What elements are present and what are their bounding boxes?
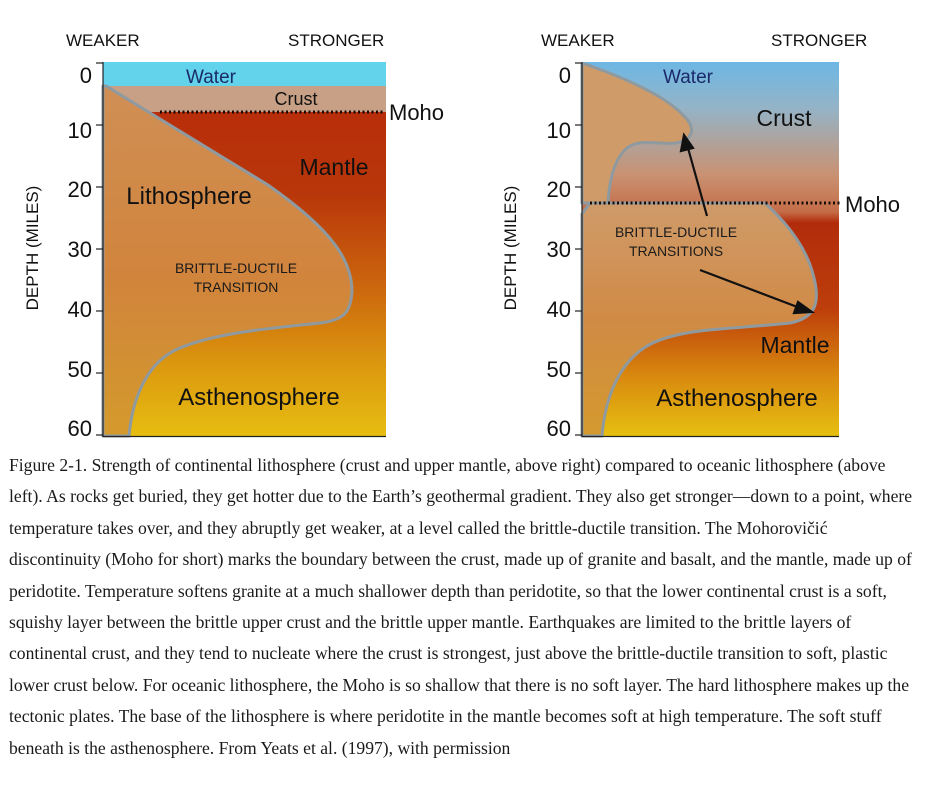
tick-label: 10 [546,118,571,143]
mantle-label: Mantle [299,154,369,180]
weaker-label: WEAKER [541,31,615,50]
depth-axis-title: DEPTH (MILES) [23,185,42,311]
transition-label-line1: BRITTLE-DUCTILE [174,260,298,276]
tick-label: 50 [546,357,571,382]
tick-label: 30 [546,237,571,262]
tick-label: 20 [546,177,571,202]
continental-lithosphere-panel [501,31,900,440]
tick-label: 40 [67,297,92,322]
depth-axis-title: DEPTH (MILES) [501,185,520,311]
stronger-label: STRONGER [771,31,868,50]
moho-label: Moho [845,192,901,217]
moho-label: Moho [389,100,445,125]
crust-layer [103,86,386,112]
tick-label: 10 [67,118,92,143]
tick-label: 60 [546,416,571,440]
mantle-label: Mantle [760,332,830,358]
tick-label: 0 [79,63,92,88]
tick-label: 60 [67,416,92,440]
water-layer [103,62,386,86]
transitions-label-line2: TRANSITIONS [628,243,724,259]
asthenosphere-label: Asthenosphere [178,384,340,411]
crust-label: Crust [756,105,812,131]
depth-tick-labels [547,63,571,440]
depth-tick-labels [68,63,92,440]
lithosphere-label: Lithosphere [126,183,252,210]
tick-label: 30 [67,237,92,262]
water-label: Water [663,67,713,88]
tick-label: 40 [546,297,571,322]
tick-label: 50 [67,357,92,382]
oceanic-lithosphere-panel [23,31,444,440]
tick-label: 20 [67,177,92,202]
water-label: Water [186,67,236,88]
figure-caption: Figure 2-1. Strength of continental lithosphere (crust and upper mantle, above right) compared to oceanic lithosphere (above left). As rocks get buried, they get hotter due to the Earth’s geothermal gradient. They also get stronger—down to a point, where temperature takes over, and they abruptly get weaker, at a level called the brittle-ductile transition. The Mohorovičić discontinuity (Moho for short) marks the boundary between the crust, made up of granite and basalt, and the mantle, made up of peridotite. Temperature softens granite at a much shallower depth than peridotite, so that the lower continental crust is a soft, squishy layer between the brittle upper crust and the brittle upper mantle. Earthquakes are limited to the brittle layers of continental crust, and they tend to nucleate where the crust is strongest, just above the brittle-ductile transition to soft, plastic lower crust below. For oceanic lithosphere, the Moho is so shallow that there is no soft layer. The hard lithosphere makes up the tectonic plates. The base of the lithosphere is where peridotite in the mantle becomes soft at high temperature. The soft stuff beneath is the asthenosphere. From Yeats et al. (1997), with permission [9,455,913,758]
tick-label: 0 [558,63,571,88]
asthenosphere-label: Asthenosphere [656,385,818,412]
stronger-label: STRONGER [288,31,385,50]
crust-label: Crust [274,89,318,109]
weaker-label: WEAKER [66,31,140,50]
transitions-label-line1: BRITTLE-DUCTILE [614,224,738,240]
transition-label-line2: TRANSITION [193,279,279,295]
